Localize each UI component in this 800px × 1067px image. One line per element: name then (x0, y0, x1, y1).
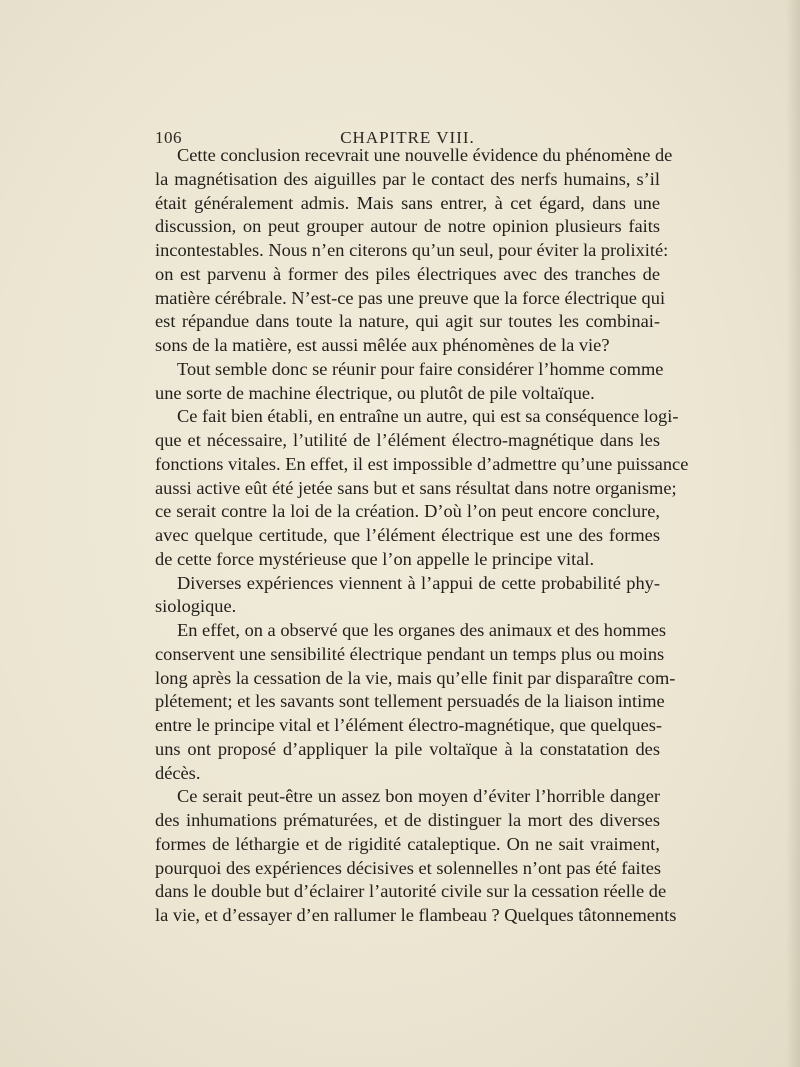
text-line: En effet, on a observé que les organes des animaux et des hommes (177, 620, 667, 640)
text-line: était généralement admis. Mais sans entrer, à cet égard, dans une (155, 192, 660, 213)
text-line: entre le principe vital et l’élément électro-magnétique, que quelques- (155, 715, 663, 735)
text-line: pourquoi des expériences décisives et solennelles n’ont pas été faites (155, 857, 662, 878)
text-line: Ce serait peut-être un assez bon moyen d’éviter l’horrible danger (177, 786, 660, 807)
text-line: de cette force mystérieuse que l’on appelle le principe vital. (155, 548, 595, 569)
text-line: fonctions vitales. En effet, il est impossible d’admettre qu’une puissance (155, 453, 689, 474)
text-line: des inhumations prématurées, et de distinguer la mort des diverses (155, 810, 660, 830)
text-line: dans le double but d’éclairer l’autorité civile sur la cessation réelle de (155, 881, 667, 902)
text-line: Diverses expériences viennent à l’appui de cette probabilité phy- (177, 572, 660, 593)
text-line: avec quelque certitude, que l’élément électrique est une des formes (155, 525, 660, 545)
text-line: est répandue dans toute la nature, qui agit sur toutes les combinai- (155, 311, 660, 332)
page-number: 106 (155, 128, 182, 147)
text-line: on est parvenu à former des piles électriques avec des tranches de (155, 263, 660, 284)
text-line: siologique. (155, 596, 237, 617)
text-line: Cette conclusion recevrait une nouvelle évidence du phénomène de (177, 145, 673, 165)
text-line: Tout semble donc se réunir pour faire considérer l’homme comme (177, 358, 664, 379)
chapter-title: CHAPITRE VIII. (340, 128, 475, 147)
text-line: que et nécessaire, l’utilité de l’élément électro-magnétique dans les (155, 430, 660, 450)
body-text (155, 144, 689, 928)
text-line: ce serait contre la loi de la création. D’où l’on peut encore conclure, (155, 501, 660, 522)
text-line: sons de la matière, est aussi mêlée aux phénomènes de la vie? (155, 335, 610, 355)
text-line: décès. (155, 762, 201, 783)
text-line: matière cérébrale. N’est-ce pas une preuve que la force électrique qui (155, 287, 666, 308)
text-line: la magnétisation des aiguilles par le contact des nerfs humains, s’il (155, 168, 660, 189)
text-line: la vie, et d’essayer d’en rallumer le flambeau ? Quelques tâtonnements (155, 905, 677, 925)
text-line: aussi active eût été jetée sans but et sans résultat dans notre organisme; (155, 477, 677, 498)
text-line: uns ont proposé d’appliquer la pile voltaïque à la constatation des (155, 738, 660, 759)
text-line: une sorte de machine électrique, ou plutôt de pile voltaïque. (155, 382, 595, 403)
text-line: formes de léthargie et de rigidité cataleptique. On ne sait vraiment, (155, 833, 660, 854)
text-line: conservent une sensibilité électrique pendant un temps plus ou moins (155, 643, 665, 664)
text-line: long après la cessation de la vie, mais qu’elle finit par disparaître com- (155, 667, 676, 688)
text-line: Ce fait bien établi, en entraîne un autre, qui est sa conséquence logi- (177, 406, 679, 427)
text-line: discussion, on peut grouper autour de notre opinion plusieurs faits (155, 216, 660, 237)
text-line: incontestables. Nous n’en citerons qu’un seul, pour éviter la prolixité: (155, 240, 669, 260)
text-line: plétement; et les savants sont tellement persuadés de la liaison intime (155, 691, 665, 712)
page-edge-shadow (786, 0, 800, 1067)
